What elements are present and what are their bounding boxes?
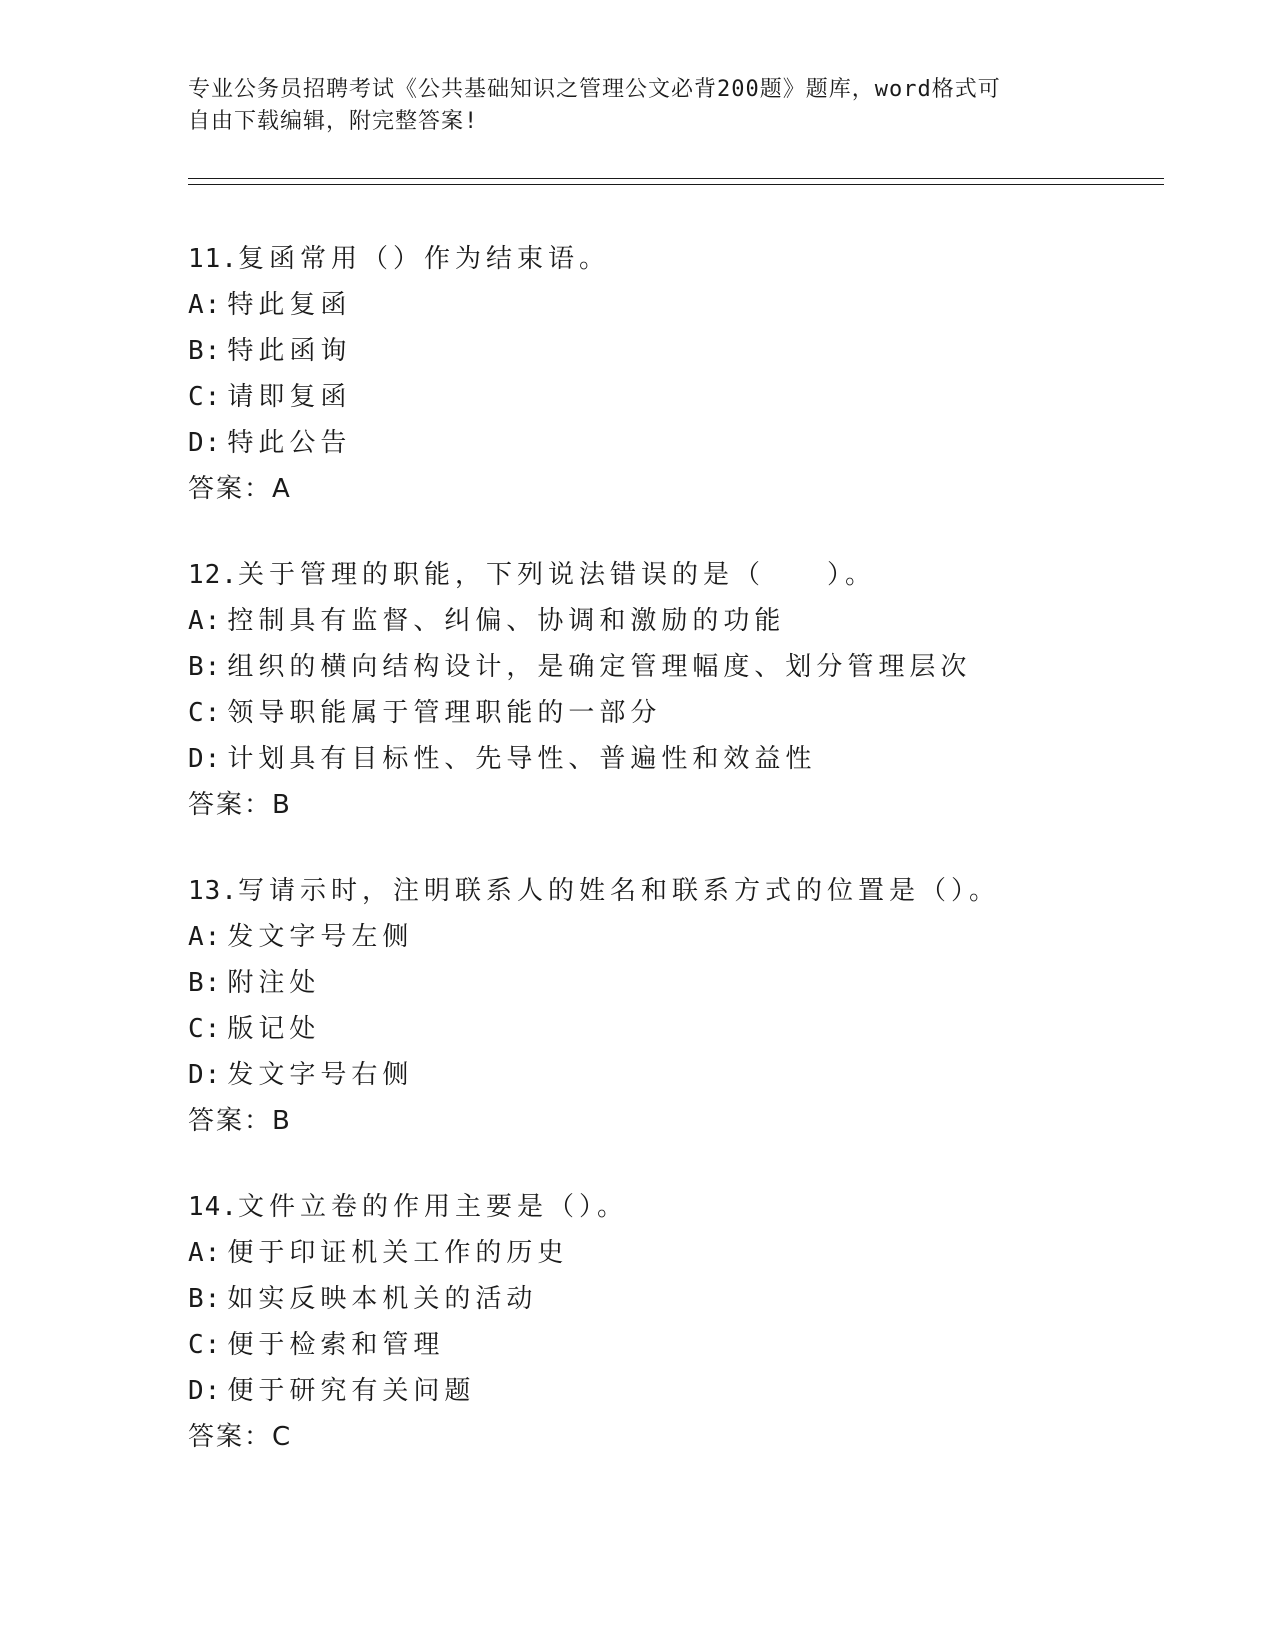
option-b [188, 644, 1148, 690]
option-c [188, 374, 1148, 420]
answer-line: 答案：B [188, 790, 292, 820]
question-stem [188, 552, 1148, 598]
option-letter: A: [188, 606, 222, 636]
question-12 [188, 552, 1148, 828]
option-c [188, 1322, 1148, 1368]
option-text: 计划具有目标性、先导性、普遍性和效益性 [227, 744, 817, 774]
answer-line: 答案：C [188, 1422, 293, 1452]
option-text: 发文字号右侧 [227, 1060, 414, 1090]
option-letter: C: [188, 698, 222, 728]
option-b [188, 1276, 1148, 1322]
option-letter: B: [188, 1284, 222, 1314]
option-letter: C: [188, 1014, 222, 1044]
option-letter: D: [188, 1376, 222, 1406]
question-stem [188, 1184, 1148, 1230]
option-text: 特此公告 [227, 428, 352, 458]
option-a [188, 1230, 1148, 1276]
option-text: 如实反映本机关的活动 [227, 1284, 538, 1314]
question-text: 写请示时，注明联系人的姓名和联系方式的位置是（）。 [237, 876, 1000, 906]
option-letter: B: [188, 968, 222, 998]
header-rule-top [188, 178, 1164, 179]
option-letter: D: [188, 744, 222, 774]
question-text: 关于管理的职能，下列说法错误的是（ ）。 [237, 560, 876, 590]
option-text: 领导职能属于管理职能的一部分 [227, 698, 662, 728]
header-line-1: 专业公务员招聘考试《公共基础知识之管理公文必背200题》题库，word格式可 [188, 77, 1001, 102]
option-d [188, 420, 1148, 466]
option-d [188, 1052, 1148, 1098]
option-c [188, 1006, 1148, 1052]
option-text: 附注处 [227, 968, 321, 998]
question-14 [188, 1184, 1148, 1460]
header-line-2: 自由下载编辑，附完整答案! [188, 109, 479, 134]
option-text: 发文字号左侧 [227, 922, 414, 952]
question-stem [188, 868, 1148, 914]
question-text: 复函常用（）作为结束语。 [237, 244, 610, 274]
option-text: 版记处 [227, 1014, 321, 1044]
answer-line: 答案：A [188, 474, 292, 504]
option-text: 便于检索和管理 [227, 1330, 445, 1360]
option-d [188, 736, 1148, 782]
option-a [188, 598, 1148, 644]
question-13 [188, 868, 1148, 1144]
option-letter: B: [188, 652, 222, 682]
option-letter: B: [188, 336, 222, 366]
option-letter: D: [188, 1060, 222, 1090]
option-letter: A: [188, 290, 222, 320]
option-c [188, 690, 1148, 736]
option-letter: C: [188, 1330, 222, 1360]
option-letter: D: [188, 428, 222, 458]
option-letter: A: [188, 922, 222, 952]
question-number: 12. [188, 560, 238, 590]
option-text: 控制具有监督、纠偏、协调和激励的功能 [227, 606, 786, 636]
option-text: 便于印证机关工作的历史 [227, 1238, 569, 1268]
document-header [188, 74, 1068, 138]
option-a [188, 914, 1148, 960]
question-11 [188, 236, 1148, 512]
question-stem [188, 236, 1148, 282]
option-letter: A: [188, 1238, 222, 1268]
answer-line: 答案：B [188, 1106, 292, 1136]
header-rule-bottom [188, 184, 1164, 185]
option-b [188, 960, 1148, 1006]
option-text: 特此复函 [227, 290, 352, 320]
option-text: 特此函询 [227, 336, 352, 366]
question-text: 文件立卷的作用主要是（）。 [237, 1192, 628, 1222]
option-text: 组织的横向结构设计，是确定管理幅度、划分管理层次 [227, 652, 972, 682]
option-a [188, 282, 1148, 328]
question-number: 11. [188, 244, 238, 274]
question-number: 13. [188, 876, 238, 906]
option-b [188, 328, 1148, 374]
option-text: 便于研究有关问题 [227, 1376, 476, 1406]
question-number: 14. [188, 1192, 238, 1222]
option-text: 请即复函 [227, 382, 352, 412]
option-d [188, 1368, 1148, 1414]
option-letter: C: [188, 382, 222, 412]
